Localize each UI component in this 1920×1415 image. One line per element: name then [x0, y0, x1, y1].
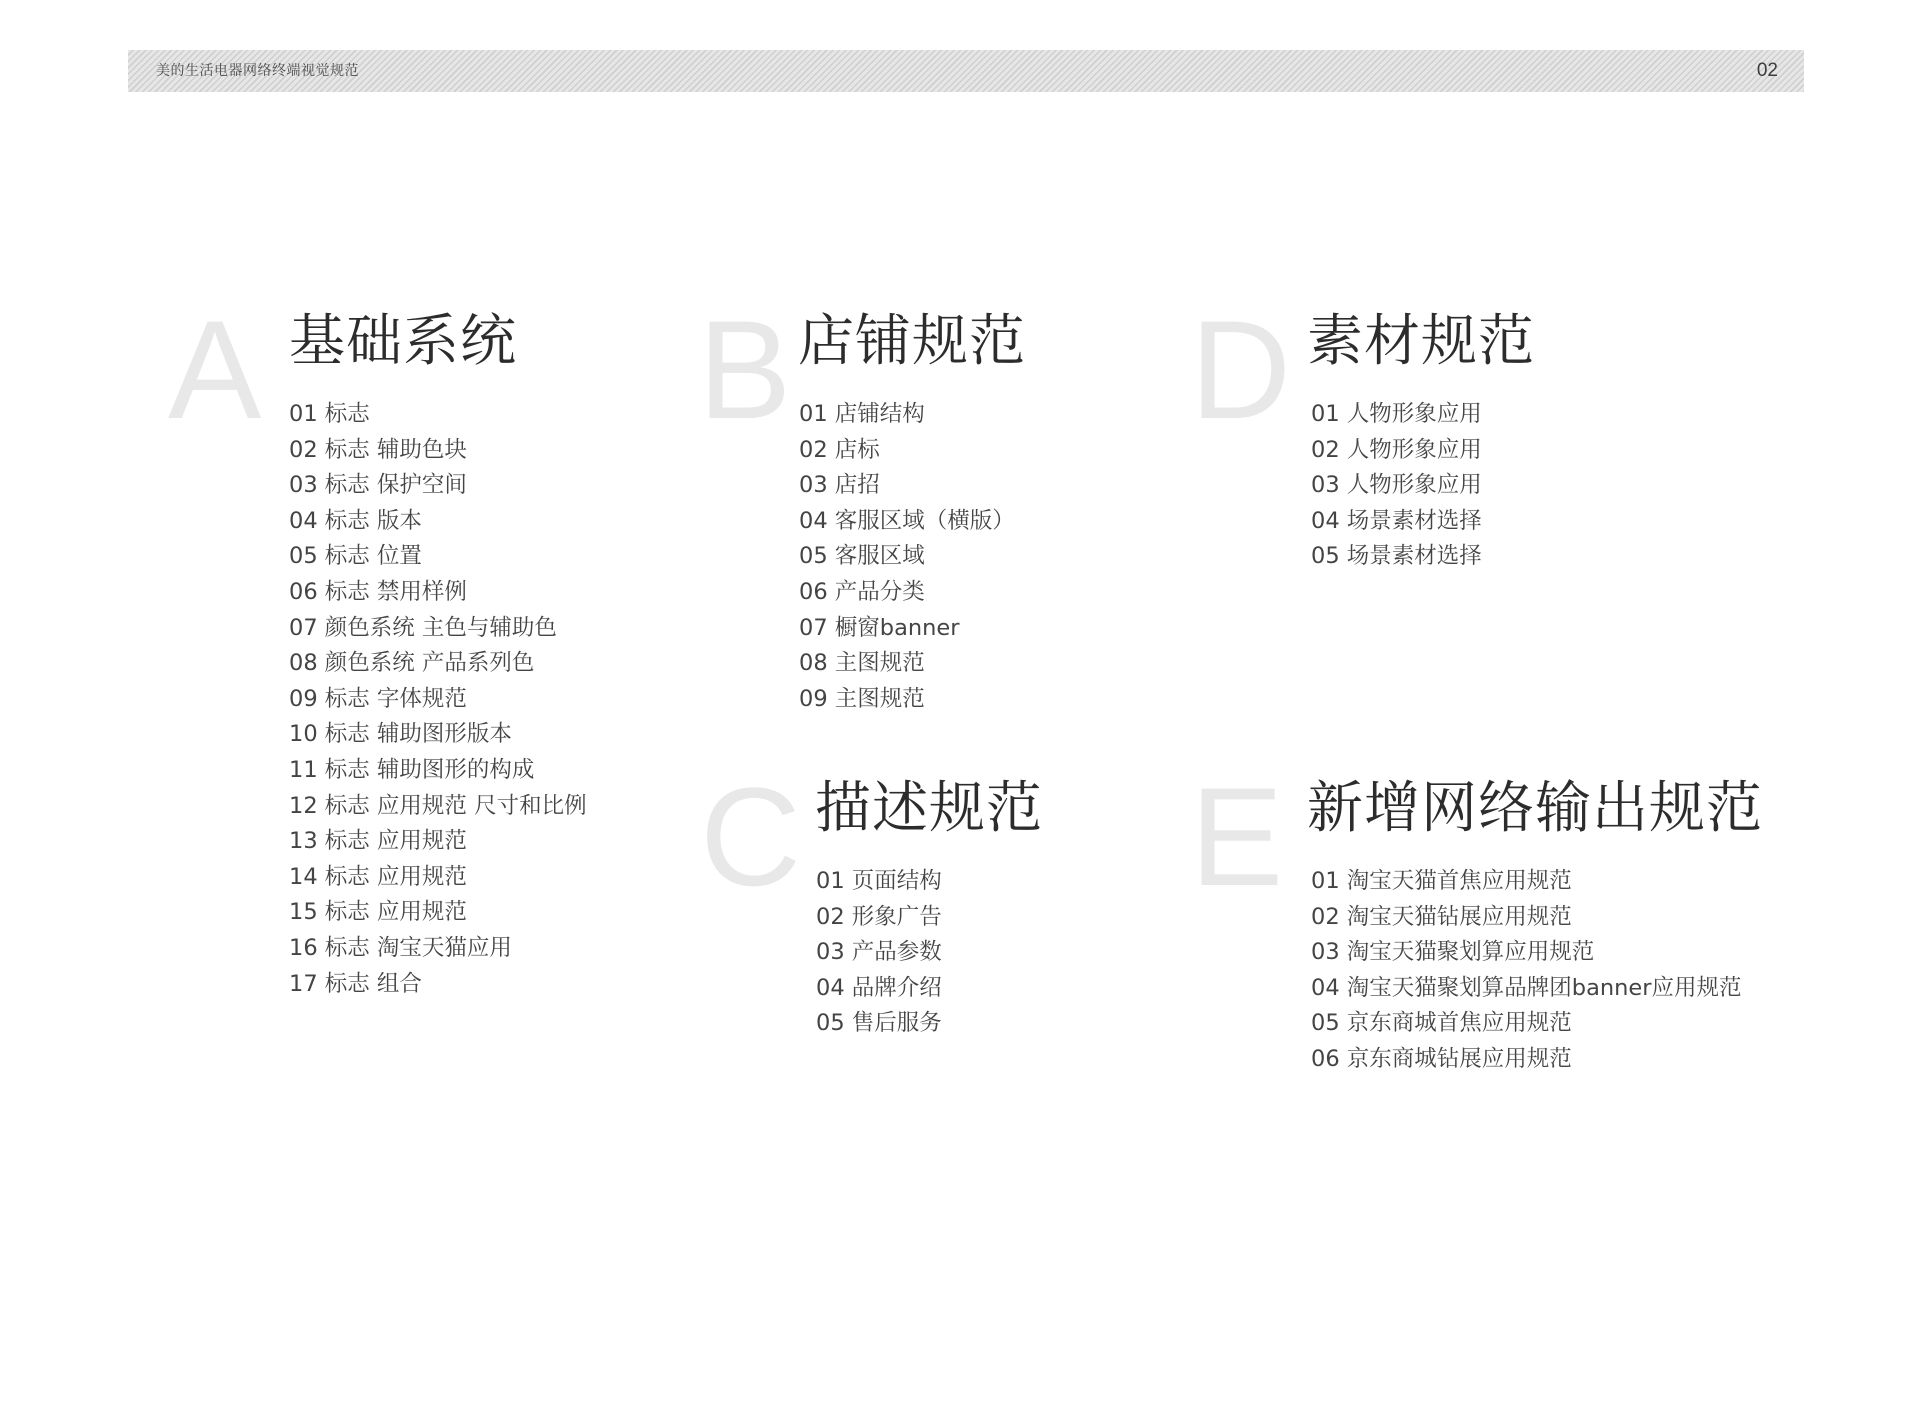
list-item: 05 客服区域 [799, 543, 925, 570]
list-item: 06 京东商城钻展应用规范 [1311, 1045, 1572, 1072]
section-item-list [816, 864, 942, 1042]
list-item: 07 橱窗banner [799, 614, 960, 641]
list-item: 04 淘宝天猫聚划算品牌团banner应用规范 [1311, 974, 1742, 1001]
section-item-list [1311, 397, 1482, 575]
list-item: 05 标志 位置 [289, 543, 422, 570]
header-band [128, 50, 1804, 92]
list-item: 04 标志 版本 [289, 507, 422, 534]
list-item: 01 人物形象应用 [1311, 401, 1482, 427]
list-item: 04 客服区域（横版） [799, 507, 1015, 534]
list-item: 12 标志 应用规范 尺寸和比例 [289, 792, 587, 819]
list-item: 01 店铺结构 [799, 401, 925, 427]
list-item: 02 店标 [799, 436, 880, 463]
list-item: 04 场景素材选择 [1311, 507, 1482, 534]
list-item: 06 产品分类 [799, 578, 925, 605]
list-item: 10 标志 辅助图形版本 [289, 721, 512, 748]
page-number: 02 [1756, 60, 1778, 81]
section-letter: C [700, 758, 802, 915]
list-item: 01 页面结构 [816, 868, 942, 894]
list-item: 03 人物形象应用 [1311, 472, 1482, 499]
list-item: 03 店招 [799, 472, 880, 499]
list-item: 11 标志 辅助图形的构成 [289, 756, 535, 783]
section-letter: E [1190, 758, 1284, 915]
list-item: 14 标志 应用规范 [289, 863, 467, 890]
list-item: 04 品牌介绍 [816, 974, 942, 1001]
section-title: 描述规范 [815, 776, 1043, 841]
list-item: 03 淘宝天猫聚划算应用规范 [1311, 939, 1595, 966]
list-item: 13 标志 应用规范 [289, 828, 467, 855]
list-item: 17 标志 组合 [289, 970, 422, 997]
list-item: 02 形象广告 [816, 903, 942, 930]
list-item: 09 标志 字体规范 [289, 685, 467, 712]
list-item: 09 主图规范 [799, 685, 925, 712]
section-item-list [799, 397, 1015, 717]
list-item: 05 场景素材选择 [1311, 543, 1482, 570]
list-item: 03 标志 保护空间 [289, 472, 467, 499]
section-title: 店铺规范 [798, 309, 1026, 374]
list-item: 02 淘宝天猫钻展应用规范 [1311, 903, 1572, 930]
list-item: 07 颜色系统 主色与辅助色 [289, 614, 557, 641]
list-item: 06 标志 禁用样例 [289, 578, 467, 605]
list-item: 02 标志 辅助色块 [289, 436, 467, 463]
section-letter: A [168, 291, 262, 448]
document-title: 美的生活电器网络终端视觉规范 [156, 63, 359, 79]
list-item: 08 主图规范 [799, 650, 925, 677]
section-letter: B [698, 291, 792, 448]
section-item-list [1311, 864, 1741, 1078]
section-letter: D [1190, 291, 1292, 448]
list-item: 02 人物形象应用 [1311, 436, 1482, 463]
section-title: 基础系统 [289, 309, 517, 374]
list-item: 05 售后服务 [816, 1010, 942, 1037]
list-item: 15 标志 应用规范 [289, 899, 467, 926]
list-item: 01 标志 [289, 401, 370, 427]
list-item: 03 产品参数 [816, 939, 942, 966]
list-item: 16 标志 淘宝天猫应用 [289, 934, 512, 961]
list-item: 05 京东商城首焦应用规范 [1311, 1010, 1572, 1037]
list-item: 08 颜色系统 产品系列色 [289, 650, 535, 677]
list-item: 01 淘宝天猫首焦应用规范 [1311, 868, 1572, 894]
section-item-list [289, 397, 587, 1002]
section-title: 素材规范 [1307, 309, 1535, 374]
section-title: 新增网络输出规范 [1307, 776, 1763, 841]
